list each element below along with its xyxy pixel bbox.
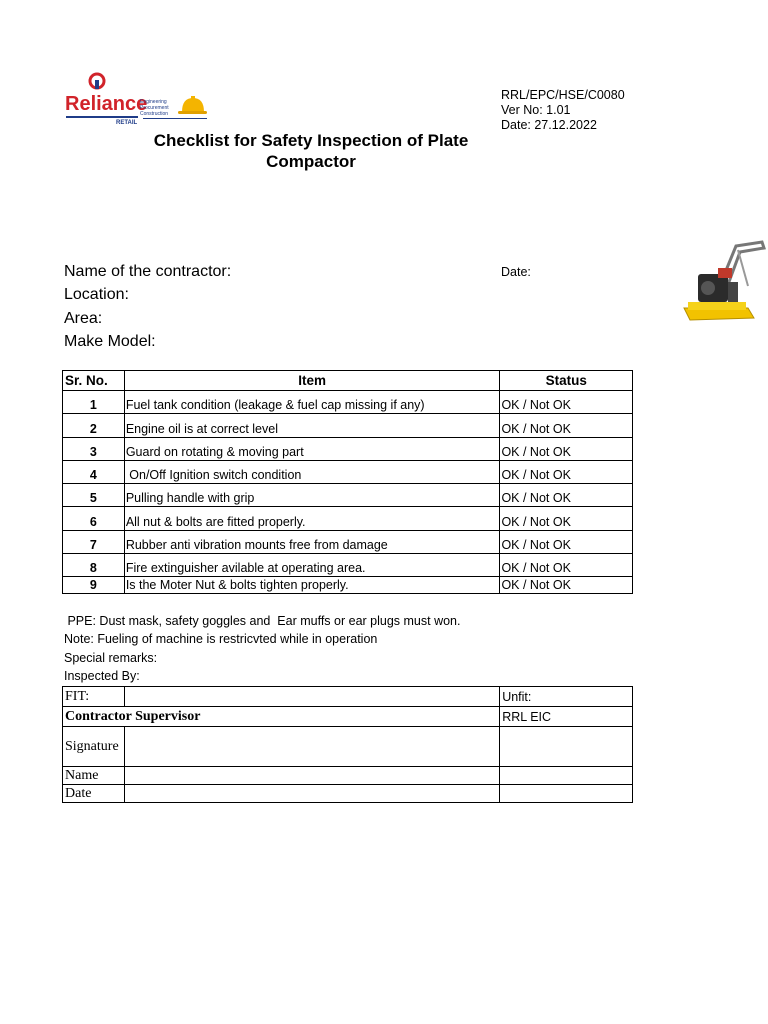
row-status[interactable]: OK / Not OK — [500, 460, 633, 483]
date-label: Date: — [501, 265, 531, 279]
title-line-2: Compactor — [266, 152, 356, 171]
signature-label: Signature — [63, 727, 125, 767]
row-number: 5 — [63, 484, 125, 507]
row-number: 7 — [63, 530, 125, 553]
contractor-label: Name of the contractor: — [64, 263, 232, 280]
row-item: On/Off Ignition switch condition — [124, 460, 500, 483]
col-header-item: Item — [124, 371, 500, 391]
row-number: 1 — [63, 391, 125, 414]
col-header-sr-no: Sr. No. — [63, 371, 125, 391]
page-title — [140, 130, 482, 172]
rrl-date-field[interactable] — [500, 785, 633, 803]
notes-section — [64, 612, 460, 685]
row-item: All nut & bolts are fitted properly. — [124, 507, 500, 530]
row-status[interactable]: OK / Not OK — [500, 530, 633, 553]
signoff-row-signature — [63, 727, 633, 767]
sub-brand-text: RETAIL — [116, 120, 138, 124]
table-header-row — [63, 371, 633, 391]
row-number: 3 — [63, 437, 125, 460]
special-remarks-label: Special remarks: — [64, 650, 158, 665]
contractor-supervisor-label: Contractor Supervisor — [63, 707, 500, 727]
tagline-line-1: Engineering — [140, 99, 167, 105]
signoff-row-date — [63, 785, 633, 803]
hard-hat-icon — [178, 96, 207, 114]
row-item: Engine oil is at correct level — [124, 414, 500, 437]
table-row — [63, 437, 633, 460]
row-status[interactable]: OK / Not OK — [500, 437, 633, 460]
rrl-eic-label: RRL EIC — [500, 707, 633, 727]
make-model-label: Make Model: — [64, 332, 156, 350]
row-status[interactable]: OK / Not OK — [500, 507, 633, 530]
inspection-info — [64, 260, 231, 353]
inspected-by-label: Inspected By: — [64, 668, 140, 683]
table-row — [63, 484, 633, 507]
signoff-row-fit — [63, 687, 633, 707]
signoff-row-name — [63, 767, 633, 785]
table-row — [63, 554, 633, 577]
row-status[interactable]: OK / Not OK — [500, 484, 633, 507]
row-item: Fire extinguisher avilable at operating area. — [124, 554, 500, 577]
fueling-note: Note: Fueling of machine is restricvted while in operation — [64, 632, 378, 647]
brand-text: Reliance — [65, 93, 148, 115]
name-label: Name — [63, 767, 125, 785]
table-row — [63, 507, 633, 530]
doc-version: Ver No: 1.01 — [501, 103, 571, 117]
doc-date: Date: 27.12.2022 — [501, 118, 597, 132]
area-label: Area: — [64, 309, 103, 327]
ppe-note: PPE: Dust mask, safety goggles and Ear muffs or ear plugs must won. — [64, 614, 461, 628]
row-number: 4 — [63, 460, 125, 483]
row-item: Fuel tank condition (leakage & fuel cap missing if any) — [124, 391, 500, 414]
contractor-date-field[interactable] — [124, 785, 499, 803]
row-item: Rubber anti vibration mounts free from damage — [124, 530, 500, 553]
col-header-status: Status — [500, 371, 633, 391]
signoff-table — [62, 686, 633, 803]
tagline-line-2: Procurement — [140, 105, 169, 111]
table-row — [63, 577, 633, 594]
row-number: 9 — [63, 577, 125, 594]
row-status[interactable]: OK / Not OK — [500, 577, 633, 594]
checklist-table — [62, 370, 633, 594]
document-reference — [501, 88, 625, 133]
tagline-line-3: Construction — [140, 111, 169, 117]
table-row — [63, 530, 633, 553]
rrl-name-field[interactable] — [500, 767, 633, 785]
reliance-logo — [64, 72, 214, 124]
signoff-row-roles — [63, 707, 633, 727]
contractor-signature-field[interactable] — [124, 727, 499, 767]
table-row — [63, 460, 633, 483]
row-number: 8 — [63, 554, 125, 577]
row-item: Is the Moter Nut & bolts tighten properly. — [124, 577, 500, 594]
row-status[interactable]: OK / Not OK — [500, 391, 633, 414]
table-row — [63, 391, 633, 414]
contractor-name-field[interactable] — [124, 767, 499, 785]
fit-field[interactable] — [124, 687, 499, 707]
rrl-signature-field[interactable] — [500, 727, 633, 767]
row-status[interactable]: OK / Not OK — [500, 554, 633, 577]
row-status[interactable]: OK / Not OK — [500, 414, 633, 437]
row-item: Guard on rotating & moving part — [124, 437, 500, 460]
fit-label: FIT: — [63, 687, 125, 707]
row-number: 2 — [63, 414, 125, 437]
row-item: Pulling handle with grip — [124, 484, 500, 507]
doc-ref-code: RRL/EPC/HSE/C0080 — [501, 88, 625, 102]
row-number: 6 — [63, 507, 125, 530]
location-label: Location: — [64, 286, 129, 304]
unfit-label: Unfit: — [500, 687, 633, 707]
table-row — [63, 414, 633, 437]
plate-compactor-image — [678, 238, 768, 328]
signoff-date-label: Date — [63, 785, 125, 803]
title-line-1: Checklist for Safety Inspection of Plate — [153, 131, 469, 150]
